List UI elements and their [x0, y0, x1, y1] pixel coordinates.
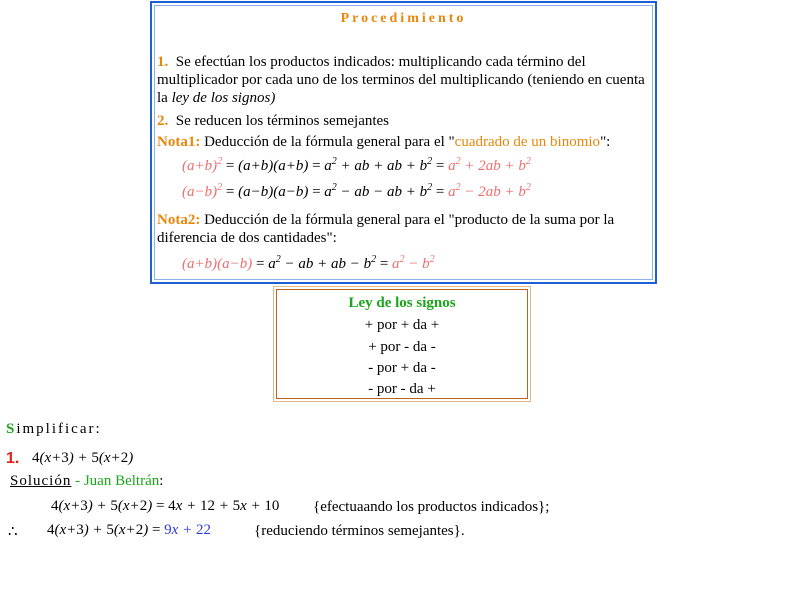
nota-1	[157, 133, 653, 151]
formula-square-diff: $(a-b)^2 = (a-b)(a-b) = a^2$ − ab − ab + $b^2 = a^2 - 2ab + b^2$	[182, 182, 531, 200]
simplificar-heading	[6, 421, 102, 438]
step-1-text: Se efectúan los productos indicados: multiplicando cada término del multiplicador por cada uno de los terminos del multiplicando (teniendo en cuenta la	[157, 54, 645, 106]
nota-2-text: Deducción de la fórmula general para el "producto de la suma por la diferencia de dos cantidades":	[157, 212, 615, 246]
solucion-author: Juan Beltrán	[83, 473, 160, 489]
solucion-colon: :	[159, 473, 165, 489]
procedimiento-box	[150, 1, 657, 284]
nota-2-label: Nota2:	[157, 212, 201, 228]
formula-sum-by-diff: $(a+b)(a-b) = a^2$ − ab + ab − $b^2 = a^2 - b^2$	[182, 254, 435, 272]
step-2-number: 2.	[157, 113, 169, 129]
simplificar-first-letter: S	[6, 421, 17, 437]
solution-comment-2: {reduciendo términos semejantes}.	[254, 523, 465, 539]
signs-row: - por + da -	[368, 360, 436, 376]
step-2	[157, 112, 653, 130]
simplificar-rest: implificar:	[16, 421, 102, 437]
solucion-label: Solución	[10, 473, 72, 489]
nota-2	[157, 211, 653, 247]
solution-step-2: 4(x+3) + 5(x+2) = 9x + 22	[47, 522, 211, 538]
step-1-number: 1.	[157, 54, 169, 70]
signs-row: + por - da -	[368, 339, 436, 355]
step-1	[157, 53, 653, 107]
step-1-italic: ley de los signos)	[171, 90, 276, 106]
solucion-line	[10, 473, 164, 490]
nota-1-text: Deducción de la fórmula general para el "	[204, 134, 455, 150]
nota-1-label: Nota1:	[157, 134, 201, 150]
solucion-sep: -	[71, 473, 84, 489]
therefore-symbol: ∴	[8, 524, 18, 540]
solution-step-1: 4(x+3) + 5(x+2) = 4x + 12 + 5x + 10	[51, 498, 280, 514]
exercise-expression: 4(x+3) + 5(x+2)	[32, 450, 134, 466]
step-2-text: Se reducen los términos semejantes	[175, 113, 390, 129]
procedimiento-title: Procedimiento	[340, 11, 467, 26]
signs-title: Ley de los signos	[348, 295, 456, 311]
ley-de-los-signos-box	[276, 289, 528, 399]
nota-1-end: ":	[600, 134, 611, 150]
signs-row: - por - da +	[368, 381, 436, 397]
signs-row: + por + da +	[364, 317, 440, 333]
solution-comment-1: {efectuaando los productos indicados};	[313, 499, 550, 515]
exercise-number: 1.	[6, 450, 20, 467]
nota-1-highlight: cuadrado de un binomio	[454, 134, 601, 150]
formula-square-sum: $(a+b)^2 = (a+b)(a+b) = a^2$ + ab + ab + $b^2 = a^2 + 2ab + b^2$	[182, 156, 531, 174]
